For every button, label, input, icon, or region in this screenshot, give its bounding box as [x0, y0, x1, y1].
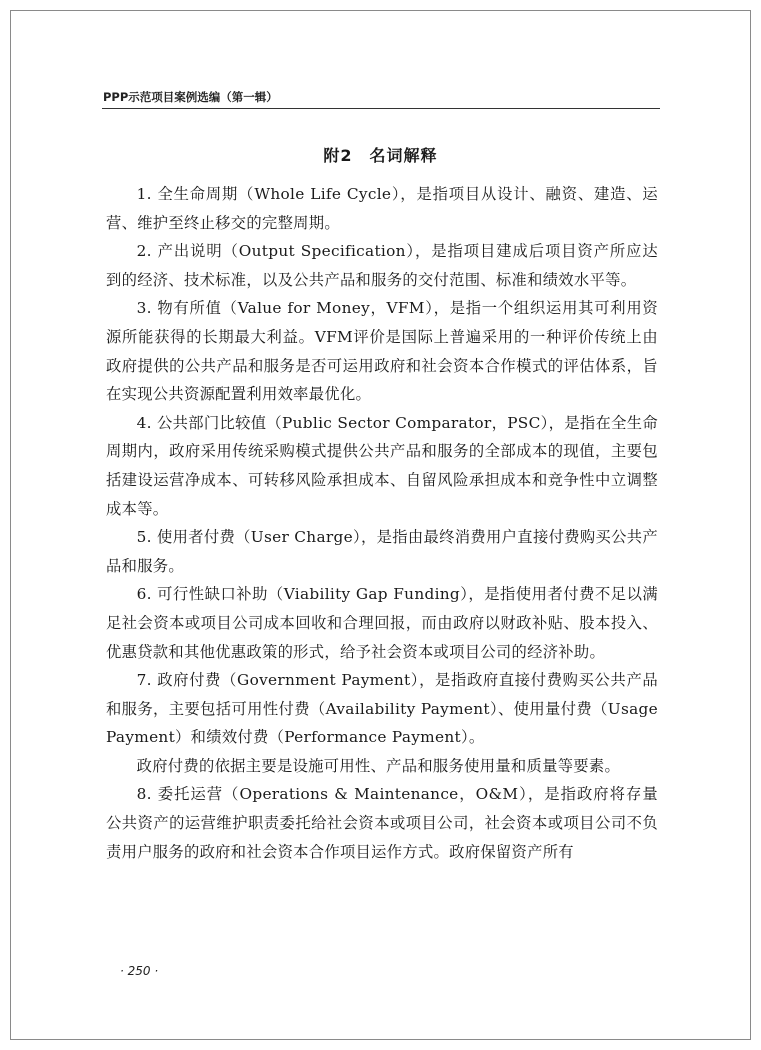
- paragraph-4: 4. 公共部门比较值（Public Sector Comparator，PSC），是指在全生命周期内，政府采用传统采购模式提供公共产品和服务的全部成本的现值，主要包括建设运营净成本、可转移风险承担成本、自留风险承担成本和竞争性中立调整成本等。: [106, 413, 658, 518]
- paragraph-7-continued: 政府付费的依据主要是设施可用性、产品和服务使用量和质量等要素。: [136, 756, 621, 775]
- page-number: · 250 ·: [120, 964, 159, 978]
- paragraph-8: 8. 委托运营（Operations & Maintenance，O&M），是指政府将存量公共资产的运营维护职责委托给社会资本或项目公司，社会资本或项目公司不负责用户服务的政府和社会资本合作项目运作方式。政府保留资产所有: [106, 785, 658, 861]
- paragraph-3: 3. 物有所值（Value for Money，VFM），是指一个组织运用其可利用资源所能获得的长期最大利益。VFM评价是国际上普遍采用的一种评价传统上由政府提供的公共产品和服务是否可运用政府和社会资本合作模式的评估体系，旨在实现公共资源配置利用效率最优化。: [106, 299, 658, 404]
- paragraph-7: 7. 政府付费（Government Payment），是指政府直接付费购买公共产品和服务，主要包括可用性付费（Availability Payment）、使用量付费（Usage Payment）和绩效付费（Performance Payment）。: [106, 671, 658, 747]
- header-rule: [102, 108, 660, 109]
- section-title: 附2 名词解释: [323, 146, 438, 165]
- paragraph-5: 5. 使用者付费（User Charge），是指由最终消费用户直接付费购买公共产品和服务。: [106, 528, 658, 575]
- body-text: [106, 180, 658, 866]
- paragraph-2: 2. 产出说明（Output Specification），是指项目建成后项目资产所应达到的经济、技术标准，以及公共产品和服务的交付范围、标准和绩效水平等。: [106, 242, 658, 289]
- paragraph-6: 6. 可行性缺口补助（Viability Gap Funding），是指使用者付费不足以满足社会资本或项目公司成本回收和合理回报，而由政府以财政补贴、股本投入、优惠贷款和其他优惠政策的形式，给予社会资本或项目公司的经济补助。: [106, 585, 658, 661]
- paragraph-1: 1. 全生命周期（Whole Life Cycle），是指项目从设计、融资、建造、运营、维护至终止移交的完整周期。: [106, 185, 658, 232]
- running-header: PPP示范项目案例选编（第一辑）: [103, 90, 278, 104]
